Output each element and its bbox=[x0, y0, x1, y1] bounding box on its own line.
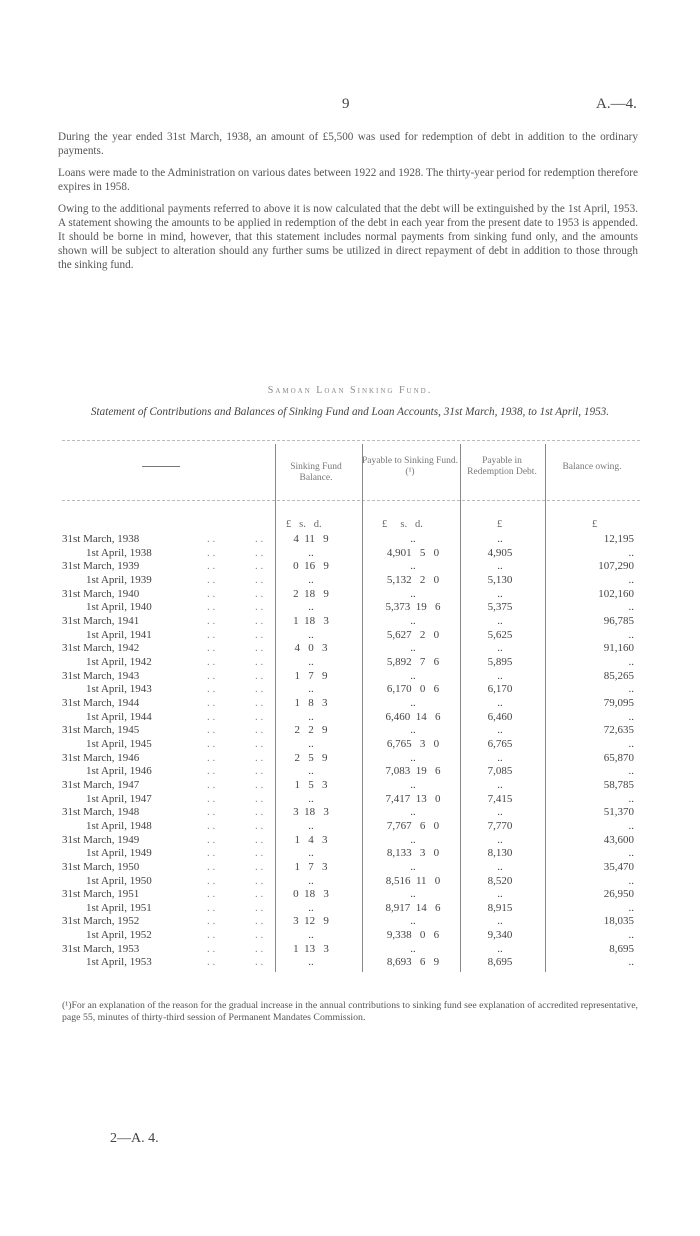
balance-owing: .. bbox=[628, 573, 634, 586]
leader-dots: . . bbox=[207, 669, 216, 682]
table-row bbox=[0, 793, 700, 807]
balance-owing: 26,950 bbox=[603, 888, 634, 901]
sinking-fund-balance: .. bbox=[308, 792, 314, 805]
payable-in-redemption: 5,375 bbox=[487, 601, 513, 614]
leader-dots: . . bbox=[255, 915, 264, 928]
leader-dots: . . bbox=[207, 901, 216, 914]
leader-dots: . . bbox=[255, 956, 264, 969]
sinking-fund-balance: .. bbox=[308, 573, 314, 586]
leader-dots: . . bbox=[207, 847, 216, 860]
leader-dots: . . bbox=[255, 874, 264, 887]
payable-to-sinking-fund: .. bbox=[410, 724, 416, 737]
payable-to-sinking-fund: .. bbox=[410, 560, 416, 573]
payable-in-redemption: .. bbox=[497, 587, 503, 600]
table-row bbox=[0, 724, 700, 738]
payable-to-sinking-fund: .. bbox=[410, 533, 416, 545]
payable-to-sinking-fund: .. bbox=[410, 860, 416, 873]
payable-in-redemption: .. bbox=[497, 833, 503, 846]
page-number: 9 bbox=[342, 96, 350, 112]
balance-owing: 12,195 bbox=[603, 533, 634, 545]
sinking-fund-balance: .. bbox=[308, 765, 314, 778]
payable-in-redemption: 8,695 bbox=[487, 956, 513, 969]
row-date: 1st April, 1942 bbox=[86, 655, 152, 668]
document-reference: A.—4. bbox=[596, 96, 637, 112]
payable-to-sinking-fund: .. bbox=[410, 614, 416, 627]
payable-in-redemption: .. bbox=[497, 778, 503, 791]
sinking-fund-balance: 0 16 9 bbox=[293, 560, 329, 573]
sinking-fund-balance: 4 11 9 bbox=[293, 533, 329, 545]
stub-column-dash bbox=[142, 466, 180, 467]
sinking-fund-balance: .. bbox=[308, 546, 314, 559]
leader-dots: . . bbox=[207, 765, 216, 778]
leader-dots: . . bbox=[255, 628, 264, 641]
payable-to-sinking-fund: .. bbox=[410, 642, 416, 655]
payable-to-sinking-fund: 7,417 13 0 bbox=[385, 792, 441, 805]
balance-owing: .. bbox=[628, 710, 634, 723]
payable-to-sinking-fund: .. bbox=[410, 778, 416, 791]
row-date: 31st March, 1952 bbox=[62, 915, 140, 928]
table-row bbox=[0, 929, 700, 943]
sinking-fund-balance: 1 13 3 bbox=[293, 942, 329, 955]
leader-dots: . . bbox=[207, 833, 216, 846]
payable-to-sinking-fund: 5,132 2 0 bbox=[386, 573, 440, 586]
payable-in-redemption: .. bbox=[497, 888, 503, 901]
column-header-payable-to: Payable to Sinking Fund.(¹) bbox=[361, 456, 459, 477]
payable-in-redemption: .. bbox=[497, 533, 503, 545]
balance-owing: .. bbox=[628, 874, 634, 887]
balance-owing: .. bbox=[628, 737, 634, 750]
row-date: 31st March, 1944 bbox=[62, 696, 140, 709]
payable-in-redemption: 5,130 bbox=[487, 573, 513, 586]
sinking-fund-balance: 3 18 3 bbox=[293, 806, 329, 819]
balance-owing: 35,470 bbox=[603, 860, 634, 873]
table-row bbox=[0, 738, 700, 752]
leader-dots: . . bbox=[207, 819, 216, 832]
sinking-fund-balance: .. bbox=[308, 901, 314, 914]
balance-owing: .. bbox=[628, 546, 634, 559]
row-date: 1st April, 1940 bbox=[86, 601, 152, 614]
payable-to-sinking-fund: .. bbox=[410, 587, 416, 600]
payable-to-sinking-fund: 7,767 6 0 bbox=[386, 819, 440, 832]
leader-dots: . . bbox=[255, 642, 264, 655]
leader-dots: . . bbox=[255, 546, 264, 559]
leader-dots: . . bbox=[255, 751, 264, 764]
sinking-fund-balance: 1 5 3 bbox=[294, 778, 328, 791]
payable-in-redemption: .. bbox=[497, 806, 503, 819]
column-header-balance: Balance owing. bbox=[562, 462, 622, 472]
table-row bbox=[0, 943, 700, 957]
leader-dots: . . bbox=[207, 655, 216, 668]
payable-to-sinking-fund: 4,901 5 0 bbox=[386, 546, 440, 559]
leader-dots: . . bbox=[255, 942, 264, 955]
leader-dots: . . bbox=[207, 778, 216, 791]
payable-to-sinking-fund: .. bbox=[410, 669, 416, 682]
payable-to-sinking-fund: 8,693 6 9 bbox=[386, 956, 440, 969]
leader-dots: . . bbox=[255, 696, 264, 709]
table-row bbox=[0, 752, 700, 766]
payable-in-redemption: .. bbox=[497, 642, 503, 655]
leader-dots: . . bbox=[255, 655, 264, 668]
balance-owing: .. bbox=[628, 683, 634, 696]
leader-dots: . . bbox=[207, 874, 216, 887]
sinking-fund-balance: .. bbox=[308, 847, 314, 860]
payable-in-redemption: .. bbox=[497, 751, 503, 764]
leader-dots: . . bbox=[207, 929, 216, 942]
table-row bbox=[0, 711, 700, 725]
row-date: 1st April, 1950 bbox=[86, 874, 152, 887]
sinking-fund-balance: .. bbox=[308, 655, 314, 668]
payable-to-sinking-fund: .. bbox=[410, 696, 416, 709]
row-date: 1st April, 1949 bbox=[86, 847, 152, 860]
payable-in-redemption: .. bbox=[497, 724, 503, 737]
row-date: 31st March, 1945 bbox=[62, 724, 140, 737]
leader-dots: . . bbox=[255, 533, 264, 545]
table-row bbox=[0, 547, 700, 561]
balance-owing: .. bbox=[628, 819, 634, 832]
row-date: 1st April, 1952 bbox=[86, 929, 152, 942]
payable-to-sinking-fund: 5,373 19 6 bbox=[385, 601, 441, 614]
payable-to-sinking-fund: 9,338 0 6 bbox=[386, 929, 440, 942]
leader-dots: . . bbox=[255, 792, 264, 805]
payable-in-redemption: .. bbox=[497, 860, 503, 873]
payable-to-sinking-fund: 6,170 0 6 bbox=[386, 683, 440, 696]
table-row bbox=[0, 861, 700, 875]
leader-dots: . . bbox=[207, 915, 216, 928]
column-header-sinking-fund: Sinking Fund Balance. bbox=[290, 462, 342, 483]
sinking-fund-balance: 1 4 3 bbox=[294, 833, 328, 846]
row-date: 1st April, 1938 bbox=[86, 546, 152, 559]
balance-owing: 91,160 bbox=[603, 642, 634, 655]
table-row bbox=[0, 806, 700, 820]
row-date: 31st March, 1939 bbox=[62, 560, 140, 573]
table-row bbox=[0, 847, 700, 861]
leader-dots: . . bbox=[207, 888, 216, 901]
table-row bbox=[0, 601, 700, 615]
payable-to-sinking-fund: .. bbox=[410, 833, 416, 846]
leader-dots: . . bbox=[207, 724, 216, 737]
row-date: 1st April, 1943 bbox=[86, 683, 152, 696]
payable-to-sinking-fund: 8,516 11 0 bbox=[385, 874, 441, 887]
leader-dots: . . bbox=[255, 806, 264, 819]
leader-dots: . . bbox=[207, 587, 216, 600]
sinking-fund-balance: 2 5 9 bbox=[294, 751, 328, 764]
leader-dots: . . bbox=[255, 724, 264, 737]
payable-in-redemption: 8,915 bbox=[487, 901, 513, 914]
row-date: 31st March, 1938 bbox=[62, 533, 140, 545]
leader-dots: . . bbox=[255, 819, 264, 832]
unit-label-payable-to: £ s. d. bbox=[382, 519, 423, 530]
paragraph-redemption: During the year ended 31st March, 1938, an amount of £5,500 was used for redemption of debt in addition to the ordinary payments. bbox=[58, 131, 638, 157]
paragraph-loans: Loans were made to the Administration on various dates between 1922 and 1928. The thirty-year period for redemption therefore expires in 1958. bbox=[58, 167, 638, 193]
balance-owing: 43,600 bbox=[603, 833, 634, 846]
leader-dots: . . bbox=[207, 614, 216, 627]
table-row bbox=[0, 588, 700, 602]
balance-owing: 96,785 bbox=[603, 614, 634, 627]
column-header-payable-in: Payable in Redemption Debt. bbox=[467, 456, 537, 477]
row-date: 1st April, 1953 bbox=[86, 956, 152, 969]
table-row bbox=[0, 642, 700, 656]
balance-owing: 65,870 bbox=[603, 751, 634, 764]
leader-dots: . . bbox=[255, 573, 264, 586]
sinking-fund-balance: .. bbox=[308, 683, 314, 696]
leader-dots: . . bbox=[255, 710, 264, 723]
table-row bbox=[0, 888, 700, 902]
row-date: 31st March, 1949 bbox=[62, 833, 140, 846]
row-date: 31st March, 1948 bbox=[62, 806, 140, 819]
row-date: 31st March, 1941 bbox=[62, 614, 140, 627]
payable-in-redemption: 7,415 bbox=[487, 792, 513, 805]
leader-dots: . . bbox=[207, 806, 216, 819]
row-date: 1st April, 1948 bbox=[86, 819, 152, 832]
balance-owing: 79,095 bbox=[603, 696, 634, 709]
balance-owing: .. bbox=[628, 847, 634, 860]
row-date: 1st April, 1939 bbox=[86, 573, 152, 586]
payable-in-redemption: 8,520 bbox=[487, 874, 513, 887]
payable-to-sinking-fund: .. bbox=[410, 888, 416, 901]
leader-dots: . . bbox=[207, 860, 216, 873]
table-row bbox=[0, 656, 700, 670]
leader-dots: . . bbox=[207, 628, 216, 641]
row-date: 1st April, 1946 bbox=[86, 765, 152, 778]
leader-dots: . . bbox=[255, 778, 264, 791]
sinking-fund-balance: .. bbox=[308, 956, 314, 969]
payable-in-redemption: .. bbox=[497, 696, 503, 709]
row-date: 1st April, 1941 bbox=[86, 628, 152, 641]
balance-owing: .. bbox=[628, 792, 634, 805]
leader-dots: . . bbox=[255, 587, 264, 600]
table-row bbox=[0, 670, 700, 684]
balance-owing: .. bbox=[628, 956, 634, 969]
table-top-rule bbox=[62, 440, 640, 441]
leader-dots: . . bbox=[255, 765, 264, 778]
unit-label-balance: £ bbox=[592, 519, 598, 530]
payable-in-redemption: 7,770 bbox=[487, 819, 513, 832]
leader-dots: . . bbox=[255, 901, 264, 914]
payable-in-redemption: .. bbox=[497, 669, 503, 682]
row-date: 1st April, 1945 bbox=[86, 737, 152, 750]
sinking-fund-balance: 1 7 3 bbox=[294, 860, 328, 873]
payable-in-redemption: 4,905 bbox=[487, 546, 513, 559]
leader-dots: . . bbox=[207, 942, 216, 955]
payable-in-redemption: 9,340 bbox=[487, 929, 513, 942]
sinking-fund-balance: .. bbox=[308, 874, 314, 887]
leader-dots: . . bbox=[207, 792, 216, 805]
leader-dots: . . bbox=[255, 614, 264, 627]
balance-owing: .. bbox=[628, 655, 634, 668]
row-date: 31st March, 1940 bbox=[62, 587, 140, 600]
leader-dots: . . bbox=[255, 847, 264, 860]
leader-dots: . . bbox=[207, 696, 216, 709]
row-date: 31st March, 1953 bbox=[62, 942, 140, 955]
sinking-fund-balance: .. bbox=[308, 601, 314, 614]
balance-owing: 85,265 bbox=[603, 669, 634, 682]
payable-to-sinking-fund: 5,627 2 0 bbox=[386, 628, 440, 641]
payable-in-redemption: .. bbox=[497, 942, 503, 955]
sinking-fund-balance: .. bbox=[308, 710, 314, 723]
table-row bbox=[0, 875, 700, 889]
leader-dots: . . bbox=[255, 833, 264, 846]
payable-in-redemption: .. bbox=[497, 915, 503, 928]
balance-owing: .. bbox=[628, 929, 634, 942]
leader-dots: . . bbox=[207, 560, 216, 573]
sinking-fund-balance: .. bbox=[308, 819, 314, 832]
row-date: 31st March, 1947 bbox=[62, 778, 140, 791]
table-row bbox=[0, 683, 700, 697]
balance-owing: .. bbox=[628, 628, 634, 641]
balance-owing: 107,290 bbox=[598, 560, 634, 573]
leader-dots: . . bbox=[207, 573, 216, 586]
payable-in-redemption: .. bbox=[497, 560, 503, 573]
unit-label-payable-in: £ bbox=[497, 519, 503, 530]
table-row bbox=[0, 765, 700, 779]
row-date: 31st March, 1951 bbox=[62, 888, 140, 901]
table-row bbox=[0, 629, 700, 643]
sinking-fund-balance: 4 0 3 bbox=[294, 642, 328, 655]
table-row bbox=[0, 533, 700, 547]
payable-to-sinking-fund: 7,083 19 6 bbox=[385, 765, 441, 778]
sinking-fund-balance: .. bbox=[308, 628, 314, 641]
leader-dots: . . bbox=[255, 669, 264, 682]
leader-dots: . . bbox=[207, 956, 216, 969]
table-row bbox=[0, 820, 700, 834]
row-date: 31st March, 1943 bbox=[62, 669, 140, 682]
payable-in-redemption: 5,625 bbox=[487, 628, 513, 641]
payable-in-redemption: 6,170 bbox=[487, 683, 513, 696]
table-header-rule bbox=[62, 500, 640, 501]
sinking-fund-balance: 0 18 3 bbox=[293, 888, 329, 901]
sinking-fund-balance: 2 2 9 bbox=[294, 724, 328, 737]
leader-dots: . . bbox=[255, 683, 264, 696]
payable-to-sinking-fund: .. bbox=[410, 915, 416, 928]
payable-to-sinking-fund: 8,133 3 0 bbox=[386, 847, 440, 860]
leader-dots: . . bbox=[207, 642, 216, 655]
table-row bbox=[0, 779, 700, 793]
sinking-fund-balance: 1 18 3 bbox=[293, 614, 329, 627]
payable-in-redemption: 6,765 bbox=[487, 737, 513, 750]
row-date: 31st March, 1942 bbox=[62, 642, 140, 655]
payable-to-sinking-fund: 6,460 14 6 bbox=[385, 710, 441, 723]
table-row bbox=[0, 915, 700, 929]
payable-to-sinking-fund: 6,765 3 0 bbox=[386, 737, 440, 750]
sinking-fund-balance: 2 18 9 bbox=[293, 587, 329, 600]
balance-owing: .. bbox=[628, 765, 634, 778]
leader-dots: . . bbox=[207, 683, 216, 696]
leader-dots: . . bbox=[207, 710, 216, 723]
table-row bbox=[0, 560, 700, 574]
table-heading: Samoan Loan Sinking Fund. bbox=[267, 385, 433, 396]
row-date: 1st April, 1951 bbox=[86, 901, 152, 914]
balance-owing: 58,785 bbox=[603, 778, 634, 791]
sinking-fund-balance: .. bbox=[308, 737, 314, 750]
table-row bbox=[0, 574, 700, 588]
balance-owing: 18,035 bbox=[603, 915, 634, 928]
payable-in-redemption: 6,460 bbox=[487, 710, 513, 723]
row-date: 31st March, 1950 bbox=[62, 860, 140, 873]
balance-owing: .. bbox=[628, 901, 634, 914]
table-subtitle: Statement of Contributions and Balances of Sinking Fund and Loan Accounts, 31st March, 1938, to 1st April, 1953. bbox=[90, 406, 610, 418]
leader-dots: . . bbox=[255, 737, 264, 750]
balance-owing: 51,370 bbox=[603, 806, 634, 819]
row-date: 1st April, 1947 bbox=[86, 792, 152, 805]
unit-label-sinking-fund: £ s. d. bbox=[286, 519, 322, 530]
leader-dots: . . bbox=[255, 560, 264, 573]
leader-dots: . . bbox=[255, 860, 264, 873]
table-row bbox=[0, 615, 700, 629]
payable-to-sinking-fund: .. bbox=[410, 751, 416, 764]
table-row bbox=[0, 956, 700, 970]
sinking-fund-balance: .. bbox=[308, 929, 314, 942]
row-date: 1st April, 1944 bbox=[86, 710, 152, 723]
balance-owing: 8,695 bbox=[609, 942, 634, 955]
sinking-fund-balance: 3 12 9 bbox=[293, 915, 329, 928]
payable-in-redemption: .. bbox=[497, 614, 503, 627]
payable-in-redemption: 5,895 bbox=[487, 655, 513, 668]
payable-to-sinking-fund: 8,917 14 6 bbox=[385, 901, 441, 914]
balance-owing: .. bbox=[628, 601, 634, 614]
leader-dots: . . bbox=[255, 929, 264, 942]
balance-owing: 72,635 bbox=[603, 724, 634, 737]
payable-in-redemption: 7,085 bbox=[487, 765, 513, 778]
footnote: (¹)For an explanation of the reason for the gradual increase in the annual contributions to sinking fund see explanation of accredited representative, page 55, minutes of thirty-third session of Permanent Mandates Commission. bbox=[62, 1000, 638, 1023]
table-row bbox=[0, 902, 700, 916]
sinking-fund-balance: 1 7 9 bbox=[294, 669, 328, 682]
leader-dots: . . bbox=[207, 737, 216, 750]
leader-dots: . . bbox=[207, 751, 216, 764]
leader-dots: . . bbox=[207, 546, 216, 559]
paragraph-calculation: Owing to the additional payments referred to above it is now calculated that the debt will be extinguished by the 1st April, 1953. A statement showing the amounts to be applied in redemption of the debt in each year from the present date to 1953 is appended. It should be borne in mind, however, that this statement includes normal payments from sinking fund only, and the amounts shown will be subject to alteration should any further sums be utilized in direct repayment of debt in addition to those through the sinking fund. bbox=[58, 203, 638, 271]
payable-to-sinking-fund: 5,892 7 6 bbox=[386, 655, 440, 668]
leader-dots: . . bbox=[207, 601, 216, 614]
sinking-fund-balance: 1 8 3 bbox=[294, 696, 328, 709]
payable-in-redemption: 8,130 bbox=[487, 847, 513, 860]
payable-to-sinking-fund: .. bbox=[410, 942, 416, 955]
table-row bbox=[0, 697, 700, 711]
table-row bbox=[0, 834, 700, 848]
leader-dots: . . bbox=[207, 533, 216, 545]
payable-to-sinking-fund: .. bbox=[410, 806, 416, 819]
leader-dots: . . bbox=[255, 888, 264, 901]
page-signature: 2—A. 4. bbox=[110, 1131, 159, 1146]
leader-dots: . . bbox=[255, 601, 264, 614]
balance-owing: 102,160 bbox=[598, 587, 634, 600]
row-date: 31st March, 1946 bbox=[62, 751, 140, 764]
